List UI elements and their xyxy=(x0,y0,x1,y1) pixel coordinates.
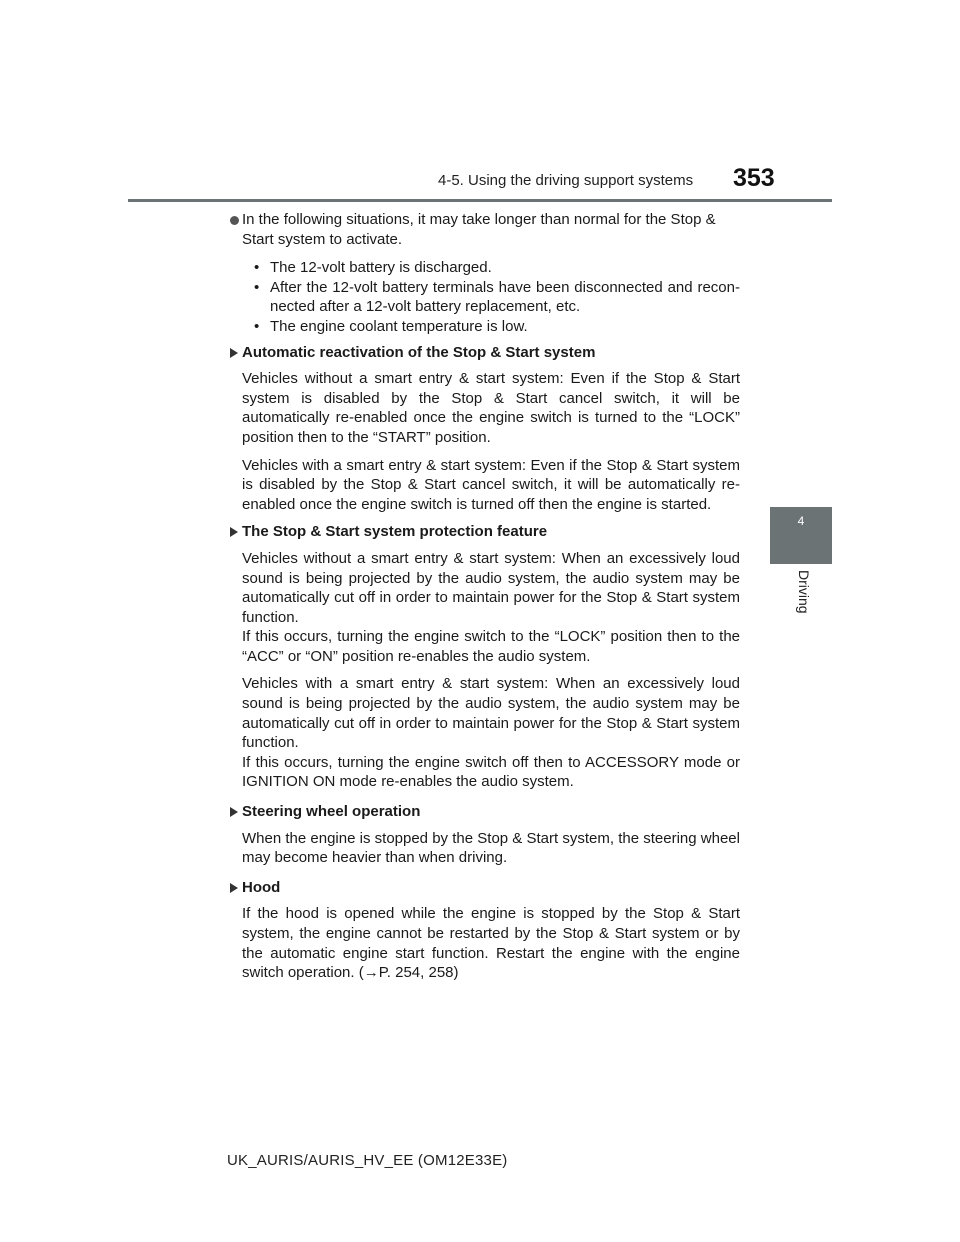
intro-block xyxy=(230,210,740,337)
list-item xyxy=(254,278,740,317)
triangle-bullet-icon xyxy=(230,883,238,893)
section-paragraph: Vehicles with a smart entry & start system: Even if the Stop & Start system is disabled by the Stop & Start cancel switch, it will be automatically re-enabled once the engine switch is turned off then the engine is started. xyxy=(242,456,740,513)
header-section-title: 4-5. Using the driving support systems xyxy=(438,172,694,189)
dot-bullet-icon: • xyxy=(254,317,260,335)
section-title-text: Steering wheel operation xyxy=(242,803,421,821)
chapter-label: Driving xyxy=(796,570,812,614)
page-number: 353 xyxy=(733,164,775,192)
section-title-text: The Stop & Start system protection feature xyxy=(242,523,548,541)
section-title-text: Automatic reactivation of the Stop & Start system xyxy=(242,343,596,361)
intro-paragraph xyxy=(230,210,740,249)
section-title xyxy=(230,343,740,363)
section-steering-wheel xyxy=(230,802,740,868)
section-hood xyxy=(230,878,740,983)
chapter-number: 4 xyxy=(797,514,805,528)
section-paragraph: Vehicles with a smart entry & start system: When an excessively loud sound is being projected by the audio system, the audio system may be automatically cut off in order to maintain power for the Stop & Start system function. If this occurs, turning the engine switch off then to ACCESSORY mode or IGNITION ON mode re-enables the audio system. xyxy=(242,675,740,791)
list-item-text: After the 12-volt battery terminals have been disconnected and reconnected after a 12-volt battery replacement, etc. xyxy=(270,278,740,316)
list-item xyxy=(254,317,740,337)
triangle-bullet-icon xyxy=(230,527,238,537)
triangle-bullet-icon xyxy=(230,807,238,817)
footer-model-code: UK_AURIS/AURIS_HV_EE (OM12E33E) xyxy=(227,1152,508,1169)
section-paragraph: Vehicles without a smart entry & start system: When an excessively loud sound is being projected by the audio system, the audio system may be automatically cut off in order to maintain power for the Stop & Start system function. If this occurs, turning the engine switch to the “LOCK” position then to the “ACC” or “ON” position re-enables the audio system. xyxy=(242,549,740,665)
list-item xyxy=(254,258,740,278)
section-paragraph: Vehicles without a smart entry & start system: Even if the Stop & Start system is disabled by the Stop & Start cancel switch, it will be automatically re-enabled once the engine switch is turned to the “LOCK” position then to the “START” position. xyxy=(242,370,740,446)
section-paragraph: If the hood is opened while the engine is stopped by the Stop & Start system, the engine cannot be restarted by the Stop & Start system or by the automatic engine start function. Restart the engine with the engine switch operation. (→P. 254, 258) xyxy=(242,905,740,982)
condition-list xyxy=(230,258,740,336)
chapter-tab xyxy=(770,507,832,564)
triangle-bullet-icon xyxy=(230,348,238,358)
circle-bullet-icon xyxy=(230,216,239,225)
header-rule xyxy=(128,199,832,202)
section-title xyxy=(230,522,740,542)
dot-bullet-icon: • xyxy=(254,278,260,296)
section-paragraph: When the engine is stopped by the Stop & Start system, the steering wheel may become heavier than when driving. xyxy=(242,829,740,867)
page-content xyxy=(230,210,740,991)
dot-bullet-icon: • xyxy=(254,259,260,277)
intro-text: In the following situations, it may take longer than normal for the Stop & Start system to activate. xyxy=(242,211,716,248)
section-protection-feature xyxy=(230,522,740,792)
section-title xyxy=(230,878,740,898)
section-auto-reactivation xyxy=(230,343,740,515)
section-title-text: Hood xyxy=(242,878,281,896)
section-title xyxy=(230,802,740,822)
list-item-text: The engine coolant temperature is low. xyxy=(270,317,528,335)
list-item-text: The 12-volt battery is discharged. xyxy=(270,259,492,277)
